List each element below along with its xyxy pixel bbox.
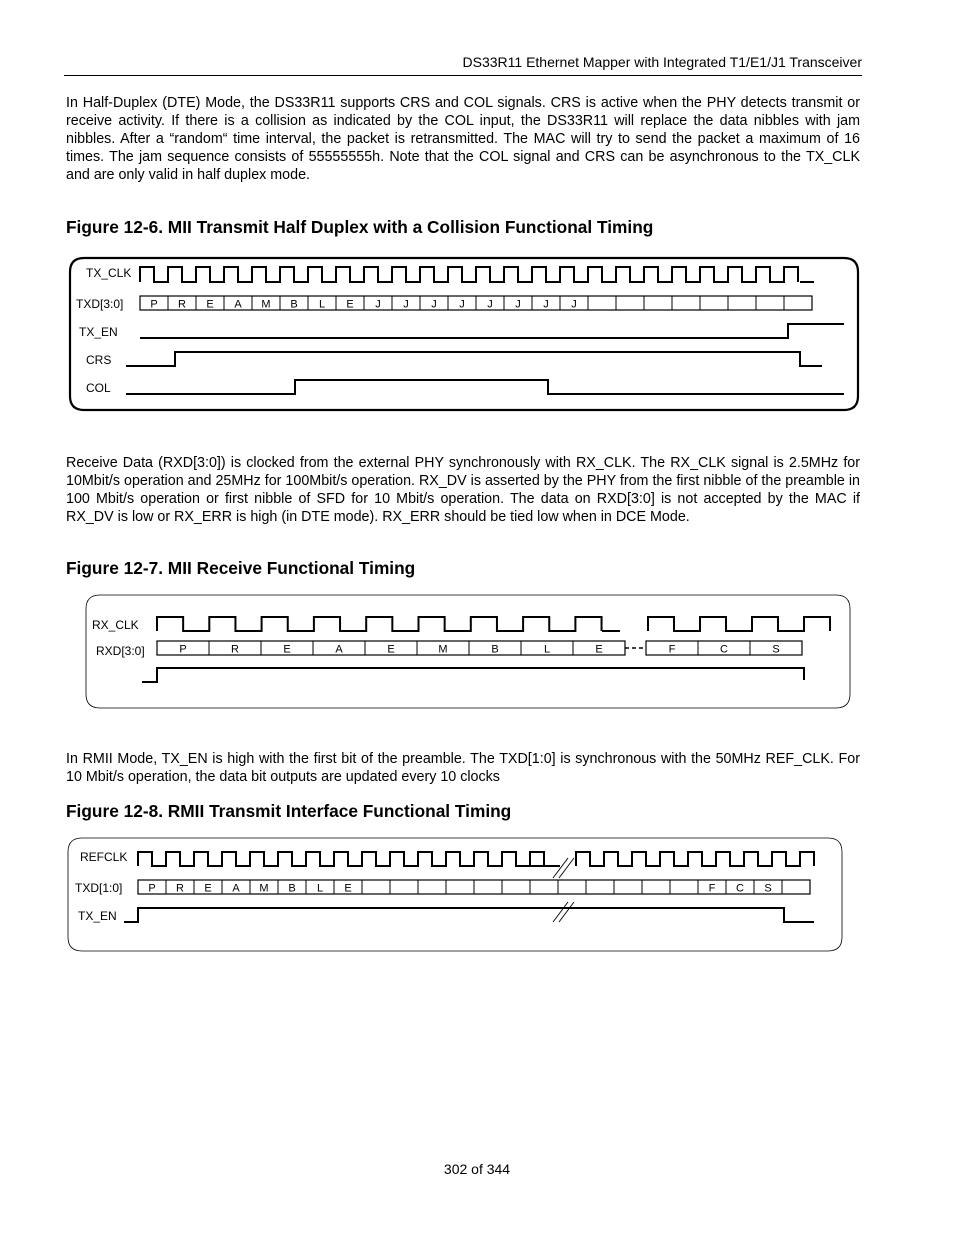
col-waveform <box>126 380 844 394</box>
signal-label-tx-en: TX_EN <box>79 325 118 339</box>
signal-label-rxd-3-0: RXD[3:0] <box>96 644 145 658</box>
txd-nibble-label: J <box>487 298 493 311</box>
txd-nibble-label: L <box>318 298 326 311</box>
txd-nibble-label: R <box>178 298 186 311</box>
rxd-nibble-label: A <box>335 643 343 656</box>
txd-rmii-nibble-label: E <box>204 882 212 895</box>
rxd-tail-nibble-label: S <box>772 643 780 656</box>
txd-nibble-label: J <box>403 298 409 311</box>
rxd-nibble-label: E <box>283 643 291 656</box>
rxd-nibble-label: E <box>387 643 395 656</box>
page-header: DS33R11 Ethernet Mapper with Integrated T1/E1/J1 Transceiver <box>64 54 862 76</box>
txd-rmii-nibble-label: E <box>344 882 352 895</box>
signal-label-refclk: REFCLK <box>80 850 128 864</box>
rxd-nibble-label: R <box>231 643 239 656</box>
break-mark <box>553 902 568 922</box>
paragraph-receive: Receive Data (RXD[3:0]) is clocked from the external PHY synchronously with RX_CLK. The RX_CLK signal is 2.5MHz for 10Mbit/s operation and 25MHz for 100Mbit/s operation. RX_DV is asserted by the PHY from the first nibble of the preamble in 100 Mbit/s operation or first nibble of SFD for 10 Mbit/s operation. The data on RXD[3:0] is not accepted by the MAC if RX_DV is low or RX_ERR is high (in DTE mode). RX_ERR should be tied low when in DCE Mode. <box>66 455 860 525</box>
txd-nibble-label: J <box>459 298 465 311</box>
figure-12-8-diagram <box>138 852 814 895</box>
break-mark <box>559 858 574 878</box>
txd-nibble-label: J <box>375 298 381 311</box>
break-mark <box>559 902 574 922</box>
rxd-tail-nibble-label: F <box>668 643 676 656</box>
signal-label-tx-clk: TX_CLK <box>86 266 132 280</box>
figure-12-6-diagram <box>140 267 814 311</box>
page-number: 302 of 344 <box>443 1161 511 1177</box>
break-mark <box>553 858 568 878</box>
rxd-nibble-label: L <box>543 643 551 656</box>
txd-rmii-nibble-label: P <box>148 882 156 895</box>
rxd-nibble-label: P <box>179 643 187 656</box>
txd-nibble-label: E <box>346 298 354 311</box>
txd-rmii-nibble-label: B <box>288 882 296 895</box>
signal-label-crs: CRS <box>86 353 112 367</box>
tx-en-waveform <box>140 324 844 338</box>
txd-nibble-label: M <box>261 298 271 311</box>
paragraph-rmii: In RMII Mode, TX_EN is high with the first bit of the preamble. The TXD[1:0] is synchronous with the 50MHz REF_CLK. For 10 Mbit/s operation, the data bit outputs are updated every 10 clocks <box>66 751 860 785</box>
signal-label-col: COL <box>86 381 111 395</box>
txd-nibble-label: B <box>290 298 298 311</box>
figure-12-7-diagram <box>157 617 830 656</box>
figure-12-8-title: Figure 12-8. RMII Transmit Interface Functional Timing <box>66 801 512 821</box>
figure-12-6-frame <box>70 258 858 410</box>
signal-label-txd-1-0: TXD[1:0] <box>75 881 123 895</box>
signal-label-txd-3-0: TXD[3:0] <box>76 297 124 311</box>
txd-nibble-label: E <box>206 298 214 311</box>
rxd-nibble-label: B <box>491 643 499 656</box>
txd-rmii-nibble-label: A <box>232 882 240 895</box>
rxd-nibble-label: M <box>438 643 448 656</box>
txd-nibble-label: P <box>150 298 158 311</box>
tx-clk-waveform <box>140 267 798 282</box>
figure-12-6-title: Figure 12-6. MII Transmit Half Duplex with a Collision Functional Timing <box>66 217 654 237</box>
txd-rmii-nibble-label: R <box>176 882 184 895</box>
txd-nibble-label: J <box>431 298 437 311</box>
signal-label-tx-en-rmii: TX_EN <box>78 909 117 923</box>
txd-nibble-label: A <box>234 298 242 311</box>
txd-rmii-nibble-label: L <box>316 882 324 895</box>
signal-label-rx-clk: RX_CLK <box>92 618 139 632</box>
figure-12-7-frame <box>86 595 850 708</box>
txd-rmii-tail-labels <box>709 883 772 895</box>
rx-clk-waveform <box>157 617 602 631</box>
rxd-nibble-label: E <box>595 643 603 656</box>
txd-rmii-nibble-label: S <box>764 882 772 895</box>
txd-rmii-nibble-label: F <box>708 882 716 895</box>
txd-rmii-nibble-label: M <box>259 882 269 895</box>
rx-dv-waveform <box>142 668 804 682</box>
txd-rmii-nibble-label: C <box>736 882 744 895</box>
rx-clk-waveform-tail <box>648 617 830 631</box>
rxd-tail-nibble-label: C <box>720 643 728 656</box>
txd-nibble-label: J <box>571 298 577 311</box>
crs-waveform <box>126 352 822 366</box>
tx-en-rmii-waveform <box>124 908 814 922</box>
figure-12-7-title: Figure 12-7. MII Receive Functional Timing <box>66 558 416 578</box>
refclk-waveform-tail <box>576 852 814 866</box>
refclk-waveform <box>138 852 544 866</box>
txd-nibble-label: J <box>515 298 521 311</box>
txd-nibble-label: J <box>543 298 549 311</box>
paragraph-half-duplex: In Half-Duplex (DTE) Mode, the DS33R11 supports CRS and COL signals. CRS is active when the PHY detects transmit or receive activity. If there is a collision as indicated by the COL input, the DS33R11 will replace the data nibbles with jam nibbles. After a “random“ time interval, the packet is retransmitted. The MAC will try to send the packet a maximum of 16 times. The jam sequence consists of 55555555h. Note that the COL signal and CRS can be asynchronous to the TX_CLK and are only valid in half duplex mode. <box>66 95 860 183</box>
